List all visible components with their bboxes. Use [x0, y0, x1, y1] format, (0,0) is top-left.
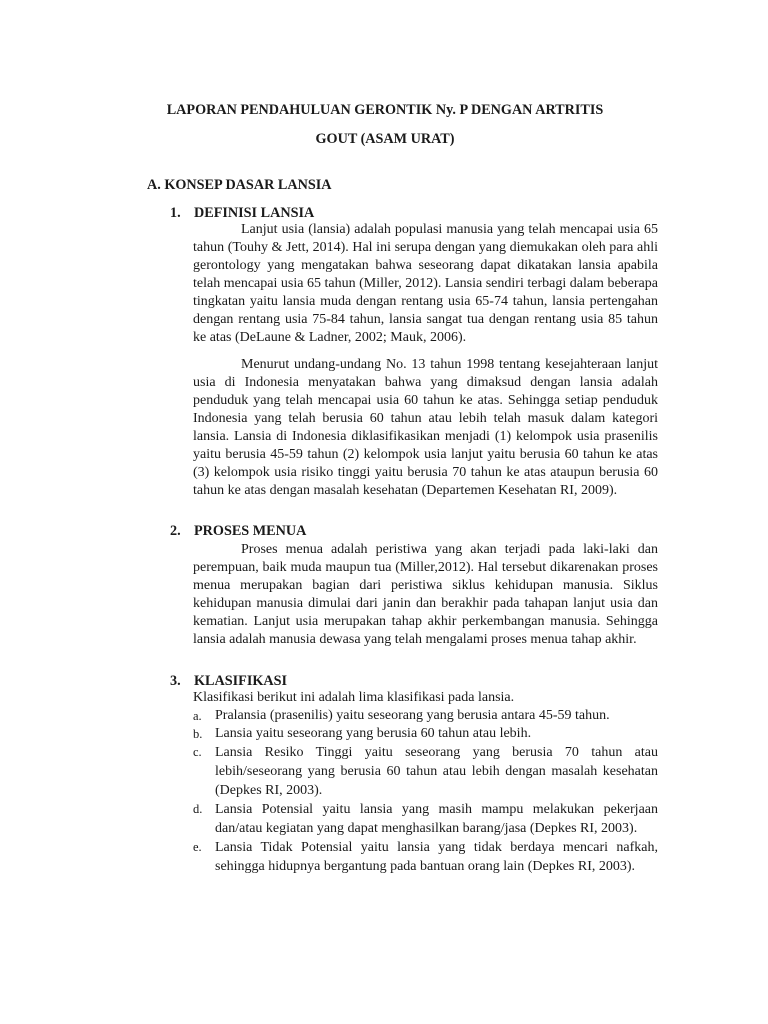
list-item [193, 743, 658, 800]
list-item-text: Lansia yaitu seseorang yang berusia 60 tahun atau lebih. [215, 726, 532, 741]
klasifikasi-list [193, 707, 658, 876]
list-item-marker: e. [193, 840, 202, 854]
subsection-1-title: DEFINISI LANSIA [194, 205, 315, 221]
section-a-heading: A. KONSEP DASAR LANSIA [147, 177, 332, 193]
list-item-marker: b. [193, 727, 203, 741]
list-item [193, 707, 658, 725]
subsection-1-number: 1. [170, 205, 181, 221]
list-item-text: Lansia Resiko Tinggi yaitu seseorang yang berusia 70 tahun atau lebih/seseorang yang berusia 60 tahun atau lebih dengan masalah kesehatan (Depkes RI, 2003). [215, 745, 658, 798]
list-item-marker: a. [193, 709, 202, 723]
list-item-text: Lansia Tidak Potensial yaitu lansia yang tidak berdaya mencari nafkah, sehingga hidupnya bergantung pada bantuan orang lain (Depkes RI, 2003). [215, 840, 658, 874]
list-item-marker: c. [193, 745, 202, 759]
subsection-3-number: 3. [170, 673, 181, 689]
klasifikasi-intro: Klasifikasi berikut ini adalah lima klasifikasi pada lansia. [193, 690, 515, 705]
subsection-2-number: 2. [170, 523, 181, 539]
definisi-paragraph-1: Lanjut usia (lansia) adalah populasi manusia yang telah mencapai usia 65 tahun (Touhy & Jett, 2014). Hal ini serupa dengan yang diemukakan oleh para ahli gerontology yang mengatakan bahwa seseorang dapat dikatakan lansia apabila telah mencapai usia 65 tahun (Miller, 2012). Lansia sendiri terbagi dalam beberapa tingkatan yaitu lansia muda dengan rentang usia 65-74 tahun, lansia pertengahan dengan rentang usia 75-84 tahun, lansia sangat tua dengan rentang usia 85 tahun ke atas (DeLaune & Ladner, 2002; Mauk, 2006). [193, 222, 658, 345]
list-item [193, 838, 658, 876]
title-line-1: LAPORAN PENDAHULUAN GERONTIK Ny. P DENGAN ARTRITIS [166, 102, 604, 118]
definisi-paragraph-2: Menurut undang-undang No. 13 tahun 1998 tentang kesejahteraan lanjut usia di Indonesia menyatakan bahwa yang dimaksud dengan lansia adalah penduduk yang telah mencapai usia 60 tahun ke atas. Sehingga setiap penduduk Indonesia yang telah berusia 60 tahun atau lebih telah masuk dalam kategori lansia. Lansia di Indonesia diklasifikasikan menjadi (1) kelompok usia prasenilis yaitu berusia 45-59 tahun (2) kelompok usia lanjut yaitu berusia 60 tahun ke atas (3) kelompok usia risiko tinggi yaitu berusia 70 tahun ke atas ataupun berusia 60 tahun ke atas dengan masalah kesehatan (Departemen Kesehatan RI, 2009). [193, 357, 658, 498]
list-item-text: Pralansia (prasenilis) yaitu seseorang yang berusia antara 45-59 tahun. [215, 708, 610, 723]
list-item-text: Lansia Potensial yaitu lansia yang masih mampu melakukan pekerjaan dan/atau kegiatan yang dapat menghasilkan barang/jasa (Depkes RI, 2003). [215, 802, 658, 836]
proses-menua-paragraph: Proses menua adalah peristiwa yang akan terjadi pada laki-laki dan perempuan, baik muda maupun tua (Miller,2012). Hal tersebut dikarenakan proses menua merupakan bagian dari peristiwa siklus kehidupan manusia. Siklus kehidupan manusia dimulai dari janin dan berakhir pada tahapan lanjut usia dan kematian. Lanjut usia merupakan tahap akhir perkembangan manusia. Sehingga lansia adalah manusia dewasa yang telah mengalami proses menua tahap akhir. [193, 542, 658, 647]
subsection-3-title: KLASIFIKASI [194, 673, 288, 689]
title-line-2: GOUT (ASAM URAT) [315, 131, 455, 147]
list-item-marker: d. [193, 802, 203, 816]
document-title [150, 96, 620, 154]
list-item [193, 800, 658, 838]
subsection-2-title: PROSES MENUA [194, 523, 307, 539]
list-item [193, 725, 658, 743]
